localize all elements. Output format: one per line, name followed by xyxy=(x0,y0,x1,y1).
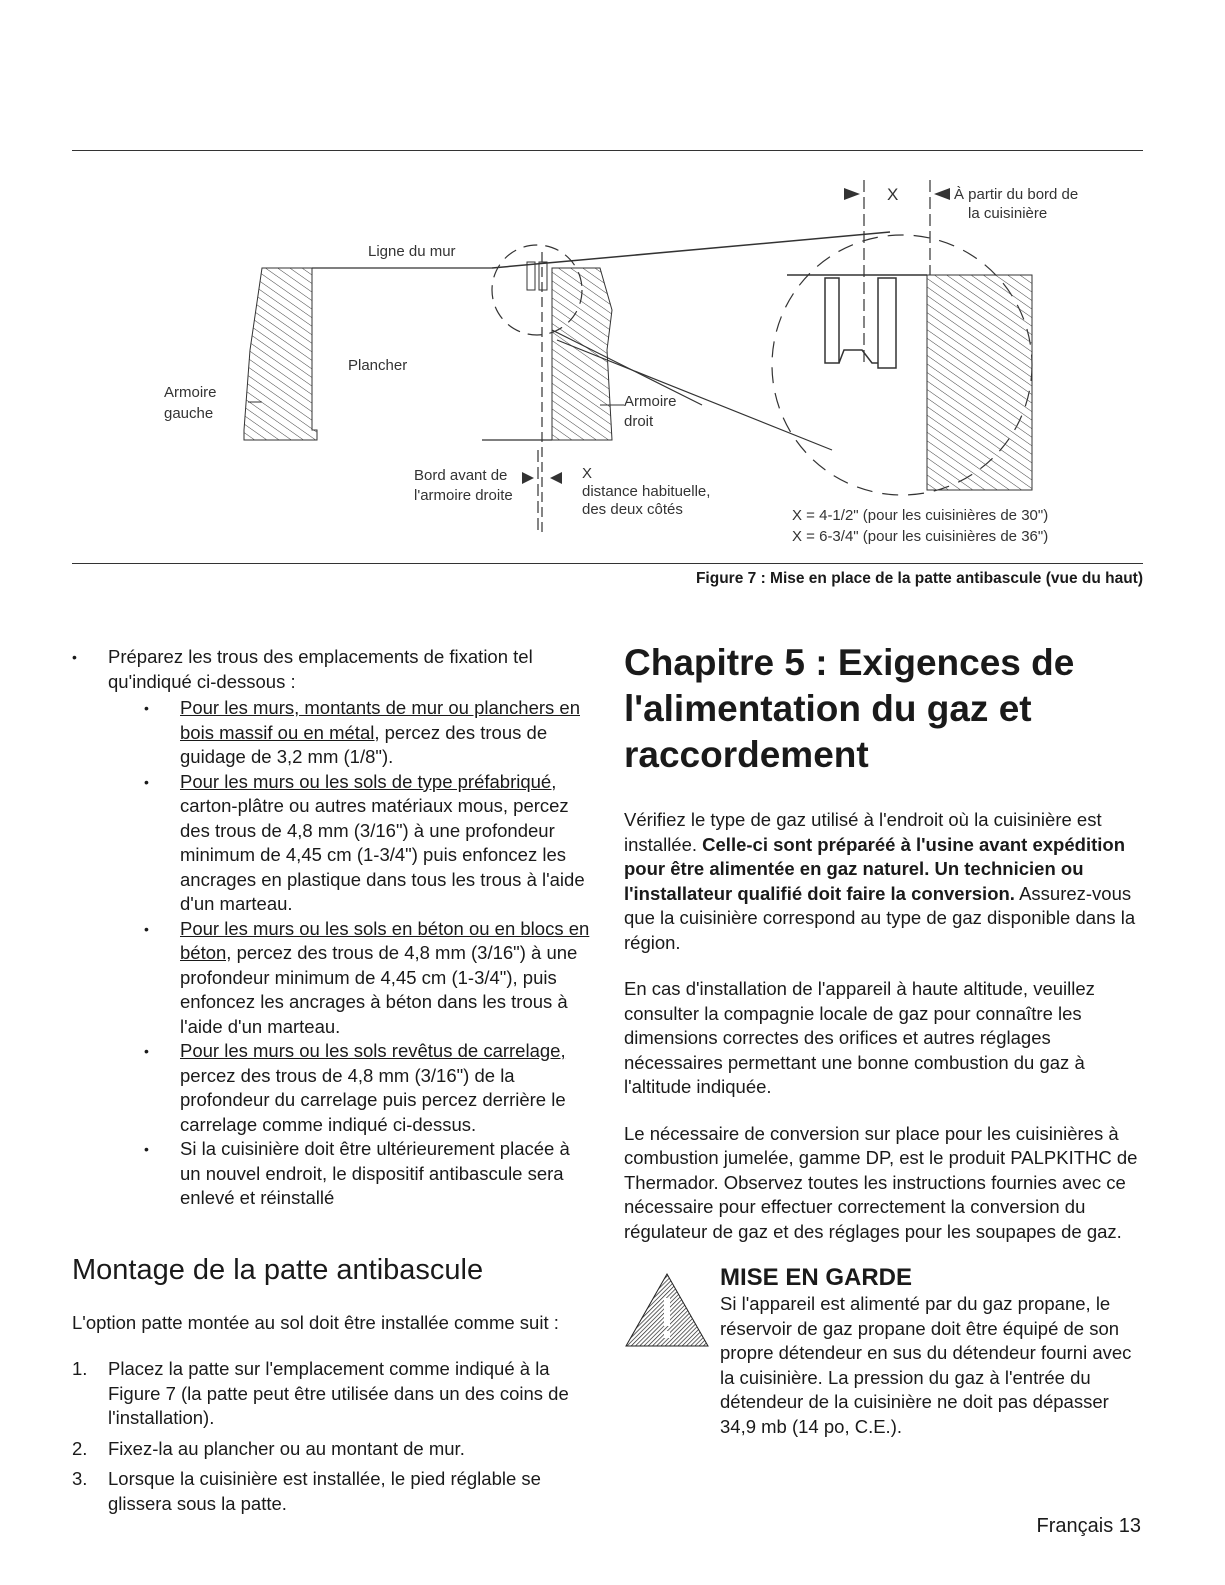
bullet-1: • Pour les murs, montants de mur ou planchers en bois massif ou en métal, percez des trous de guidage de 3,2 mm (1/8"). xyxy=(144,696,592,770)
warning-body: Si l'appareil est alimenté par du gaz propane, le réservoir de gaz propane doit être équipé de son propre détendeur en sus du détendeur fourni avec la cuisinière. La pression du gaz à l'entrée du détendeur de la cuisinière ne doit pas dépasser 34,9 mb (14 po, C.E.). xyxy=(720,1293,1132,1437)
zoom-cabinet xyxy=(927,275,1032,490)
anti-tip-figure xyxy=(72,150,1143,565)
page-footer: Français 13 xyxy=(1036,1515,1141,1537)
distance-label-1: distance habituelle, xyxy=(582,483,711,500)
figure-caption: Figure 7 : Mise en place de la patte antibascule (vue du haut) xyxy=(695,570,1143,587)
distance-label-2: des deux côtés xyxy=(582,501,683,518)
floor-label: Plancher xyxy=(348,357,408,374)
right-cabinet-label-1: Armoire xyxy=(624,393,677,410)
step-3: 3. Lorsque la cuisinière est installée, le pied réglable se glissera sous la patte. xyxy=(72,1468,541,1514)
bullet-2: • Pour les murs ou les sols de type préfabriqué, carton-plâtre ou autres matériaux mous, percez des trous de 4,8 mm (3/16") à une profondeur minimum de 4,45 cm (1-3/4") puis enfoncez les ancrages en plastique dans tous les trous à l'aide d'un marteau. xyxy=(144,770,592,917)
bullet-3: • Pour les murs ou les sols en béton ou en blocs en béton, percez des trous de 4,8 mm (3/16") à une profondeur minimum de 4,45 cm (1-3/4"), puis enfoncez les ancrages à béton dans les trous à l'aide d'un marteau. xyxy=(144,917,592,1040)
left-cabinet-label-1: Armoire xyxy=(164,384,217,401)
bottom-rule xyxy=(72,563,1143,564)
warning-title: MISE EN GARDE xyxy=(720,1264,913,1291)
step-2: 2. Fixez-la au plancher ou au montant de mur. xyxy=(72,1437,465,1459)
right-cabinet-label-2: droit xyxy=(624,413,654,430)
x-equation-36: X = 6-3/4" (pour les cuisinières de 36") xyxy=(792,528,1049,545)
gas-type-paragraph: Vérifiez le type de gaz utilisé à l'endroit où la cuisinière est installée. Celle-ci sont préparéé à l'usine avant expédition pour être alimentée en gaz naturel. Un technicien ou l'installateur qualifié doit faire la conversion. Assurez-vous que la cuisinière correspond au type de gaz disponible dans la région. xyxy=(624,809,1136,953)
right-column xyxy=(624,640,1144,1439)
wall-line-label: Ligne du mur xyxy=(368,243,456,260)
intro-paragraph: L'option patte montée au sol doit être installée comme suit : xyxy=(72,1311,559,1333)
bullet-5: • Si la cuisinière doit être ultérieurement placée à un nouvel endroit, le dispositif antibascule sera enlevé et réinstallé xyxy=(144,1137,592,1211)
warning-icon xyxy=(624,1272,710,1348)
altitude-paragraph: En cas d'installation de l'appareil à haute altitude, veuillez consulter la compagnie locale de gaz pour connaître les dimensions correctes des orifices et autres réglages nécessaires permettant une bonne combustion du gaz à l'altitude indiquée. xyxy=(624,978,1095,1097)
x-top-label: X xyxy=(887,185,899,204)
prep-intro: • Préparez les trous des emplacements de fixation tel qu'indiqué ci-dessous : • Pour les murs, montants de mur ou planchers en bois massif ou en métal, percez des trous de guidage de 3,2 mm (1/8"). • Pour les murs ou les sols de type préfabriqué, carton-plâtre ou autres matériaux mous, percez des trous de 4,8 mm (3/16") à une profondeur minimum de 4,45 cm (1-3/4") puis enfoncez les ancrages en plastique dans tous les trous à l'aide d'un marteau. • Pour les murs ou les sols en béton ou en blocs en béton, percez des trous de 4,8 mm (3/16") à une profondeur minimum de 4,45 cm (1-3/4"), puis enfoncez les ancrages à béton dans les trous à l'aide d'un marteau. • Pour les murs ou les sols revêtus de carrelage, percez des trous de 4,8 mm (3/16") de la profondeur du carrelage puis percez derrière le carrelage comme indiqué ci-dessus. • Si la cuisinière doit être ultérieurement placée à un nouvel endroit, le dispositif antibascule sera enlevé et réinstallé xyxy=(72,645,592,1211)
from-edge-label-1: À partir du bord de xyxy=(954,186,1079,203)
chapter-title: Chapitre 5 : Exigences de l'alimentation du gaz et raccordement xyxy=(624,642,1075,775)
from-edge-label-2: la cuisinière xyxy=(968,205,1048,222)
steps-list xyxy=(72,1357,592,1516)
section-heading: Montage de la patte antibascule xyxy=(72,1253,484,1286)
warning-box xyxy=(624,1264,1144,1439)
step-1: 1. Placez la patte sur l'emplacement comme indiqué à la Figure 7 (la patte peut être utilisée dans un des coins de l'installation). xyxy=(72,1358,569,1428)
x-left-label: X xyxy=(582,465,593,482)
conversion-paragraph: Le nécessaire de conversion sur place pour les cuisinières à combustion jumelée, gamme DP, est le produit PALPKITHC de Thermador. Observez toutes les instructions fournies avec ce nécessaire pour effectuer correctement la conversion du régulateur de gaz et des réglages pour les soupapes de gaz. xyxy=(624,1122,1138,1242)
left-cabinet-shape xyxy=(244,268,317,440)
prep-bullets xyxy=(108,696,592,1211)
front-edge-label-2: l'armoire droite xyxy=(414,487,513,504)
left-cabinet-label-2: gauche xyxy=(164,405,214,422)
left-column xyxy=(72,645,592,1522)
front-edge-label-1: Bord avant de xyxy=(414,467,508,484)
bullet-4: • Pour les murs ou les sols revêtus de carrelage, percez des trous de 4,8 mm (3/16") de la profondeur du carrelage puis percez derrière le carrelage comme indiqué ci-dessus. xyxy=(144,1039,592,1137)
x-equation-30: X = 4-1/2" (pour les cuisinières de 30") xyxy=(792,507,1049,524)
